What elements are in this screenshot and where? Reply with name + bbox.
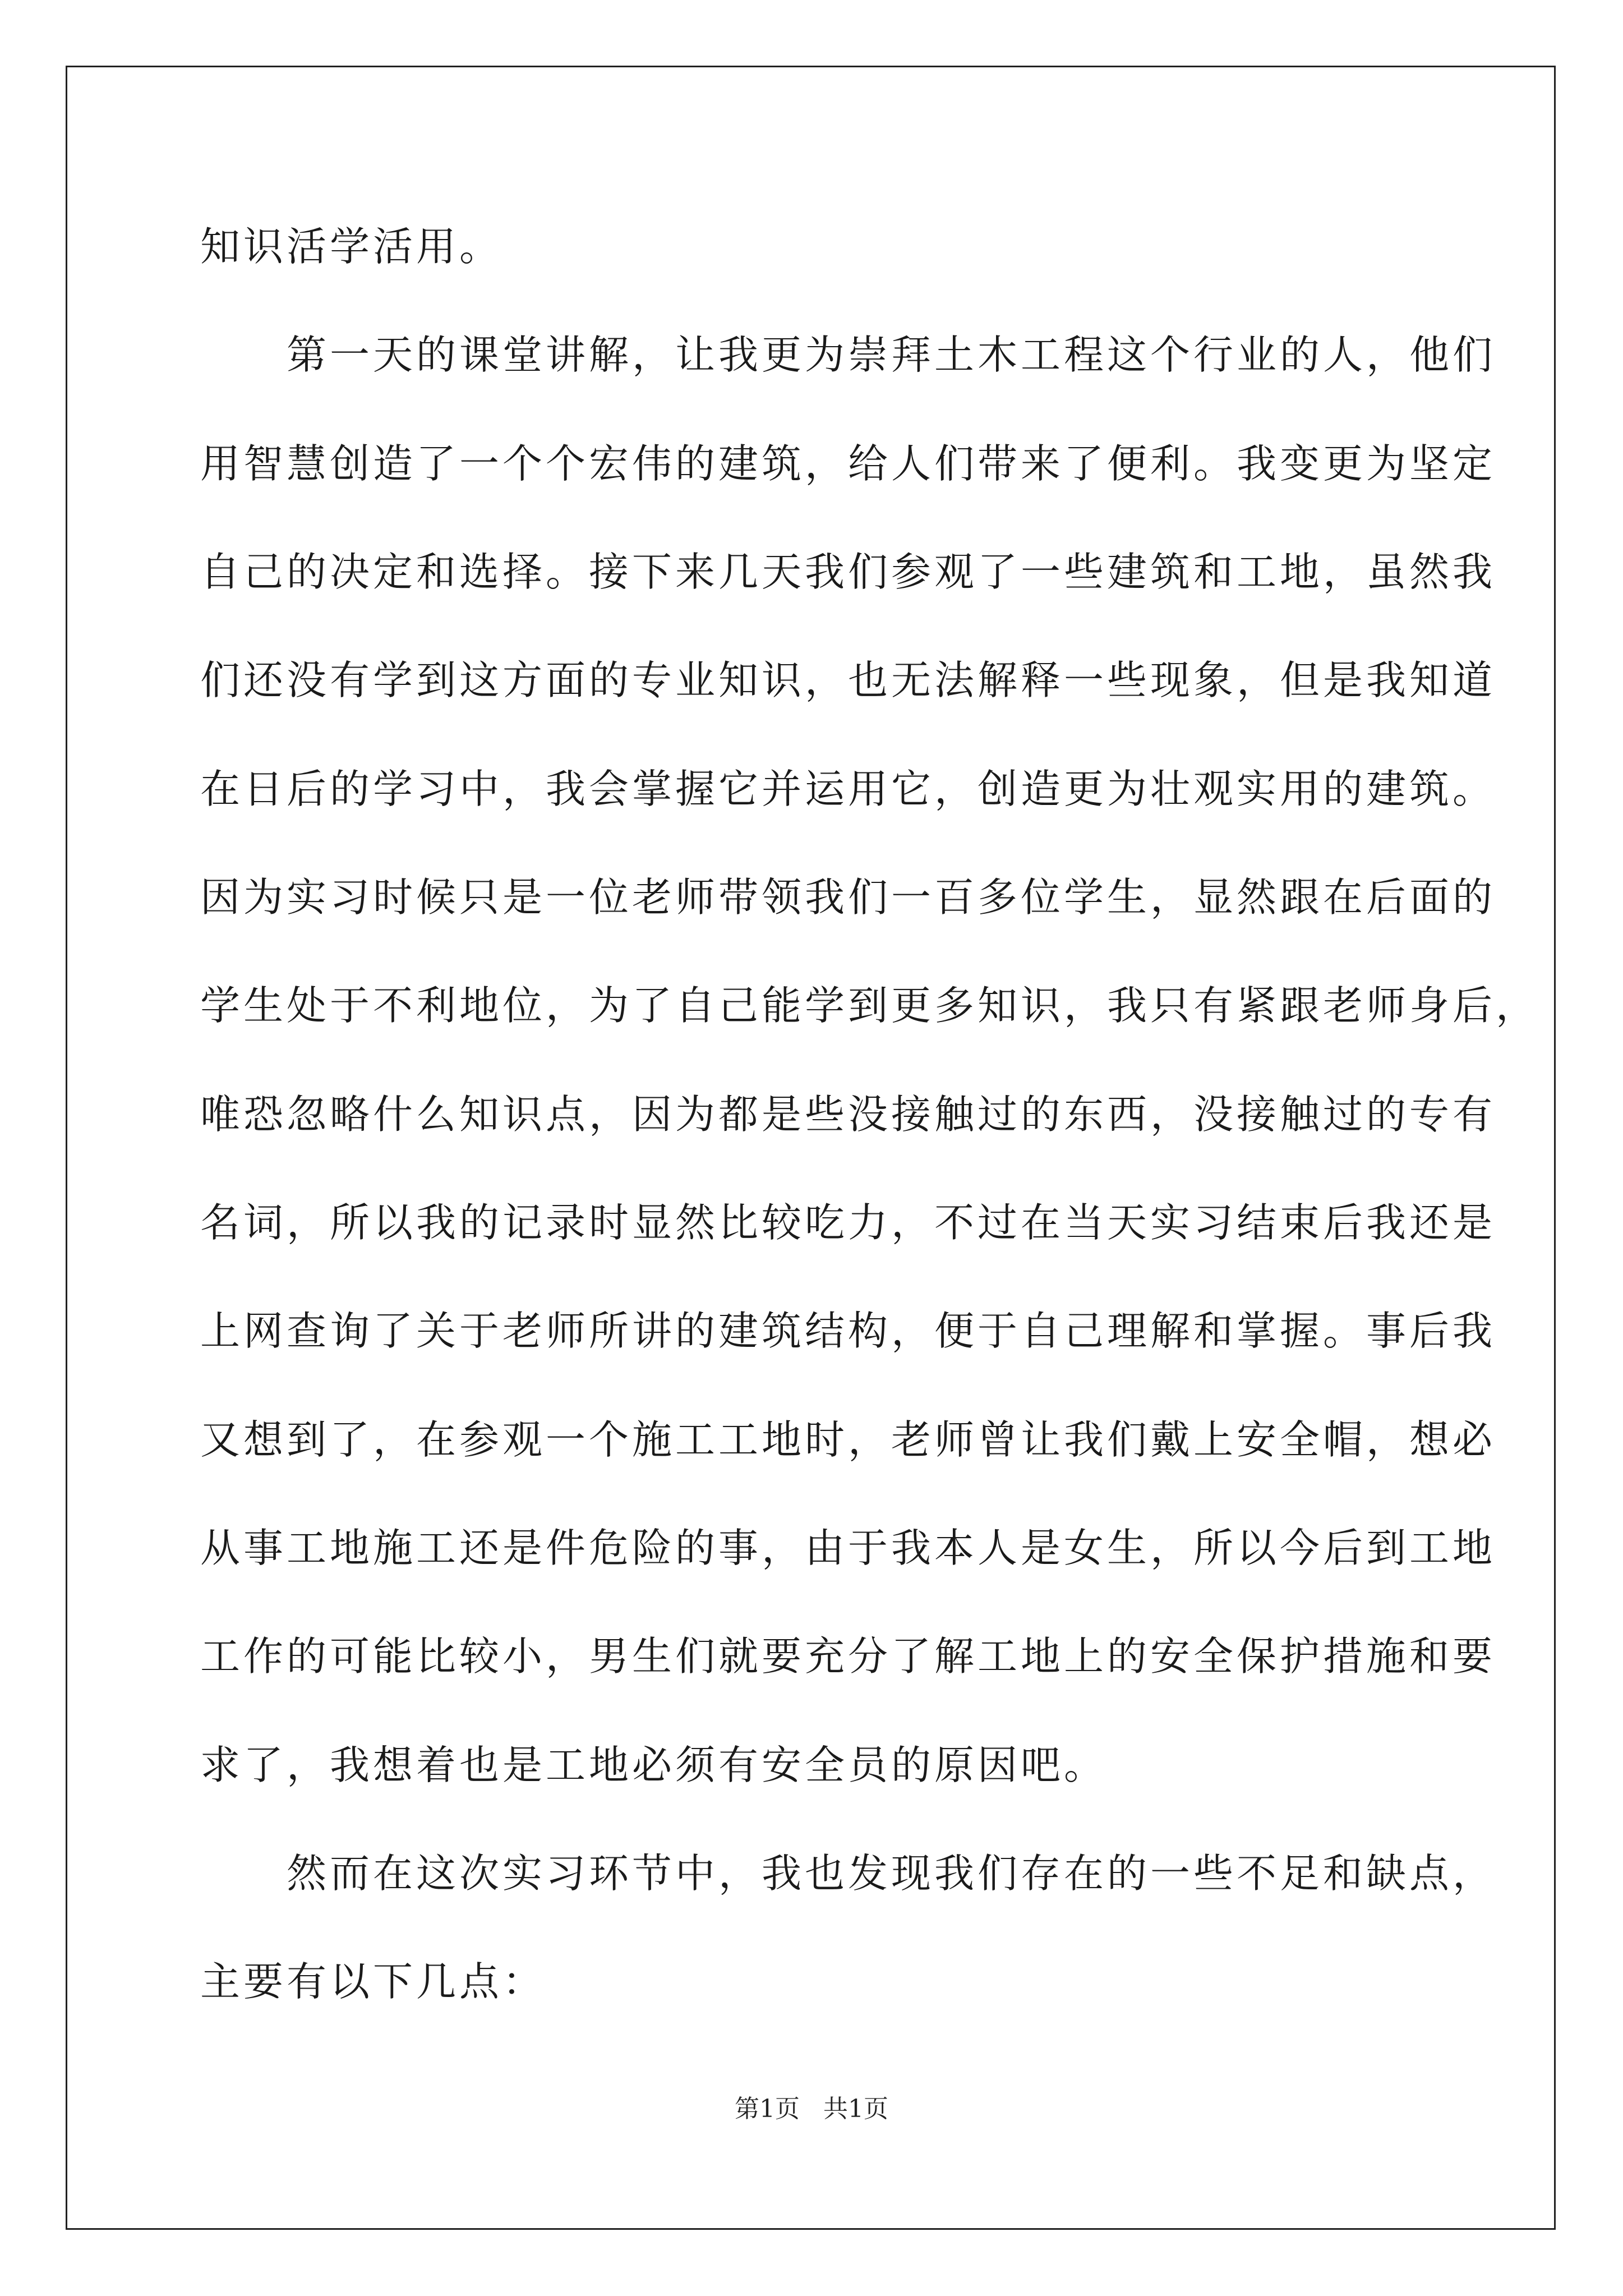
text-line: 因为实习时候只是一位老师带领我们一百多位学生，显然跟在后面的: [200, 874, 1496, 921]
text-line: 从事工地施工还是件危险的事，由于我本人是女生，所以今后到工地: [200, 1525, 1496, 1571]
text-line: 又想到了，在参观一个施工工地时，老师曾让我们戴上安全帽，想必: [200, 1416, 1496, 1463]
page-border: [66, 66, 1556, 2230]
text-line: 知识活学活用。: [200, 223, 503, 270]
text-line: 学生处于不利地位，为了自己能学到更多知识，我只有紧跟老师身后，: [200, 982, 1539, 1029]
text-line: 第一天的课堂讲解，让我更为崇拜土木工程这个行业的人，他们: [200, 332, 1496, 378]
text-line: 然而在这次实习环节中，我也发现我们存在的一些不足和缺点，: [200, 1850, 1496, 1897]
page-footer: [0, 2092, 1623, 2126]
text-line: 求了，我想着也是工地必须有安全员的原因吧。: [200, 1742, 1108, 1788]
text-line: 自己的决定和选择。接下来几天我们参观了一些建筑和工地，虽然我: [200, 549, 1496, 595]
text-line: 唯恐忽略什么知识点，因为都是些没接触过的东西，没接触过的专有: [200, 1091, 1496, 1138]
text-line: 用智慧创造了一个个宏伟的建筑，给人们带来了便利。我变更为坚定: [200, 440, 1496, 487]
text-line: 名词，所以我的记录时显然比较吃力，不过在当天实习结束后我还是: [200, 1199, 1496, 1246]
text-line: 主要有以下几点：: [200, 1958, 546, 2005]
text-line: 们还没有学到这方面的专业知识，也无法解释一些现象，但是我知道: [200, 657, 1496, 703]
page-number-current: 第1页: [735, 2095, 800, 2123]
text-line: 工作的可能比较小，男生们就要充分了解工地上的安全保护措施和要: [200, 1633, 1496, 1680]
page-number-total: 共1页: [823, 2095, 888, 2123]
text-line: 上网查询了关于老师所讲的建筑结构，便于自己理解和掌握。事后我: [200, 1308, 1496, 1354]
text-line: 在日后的学习中，我会掌握它并运用它，创造更为壮观实用的建筑。: [200, 766, 1496, 812]
